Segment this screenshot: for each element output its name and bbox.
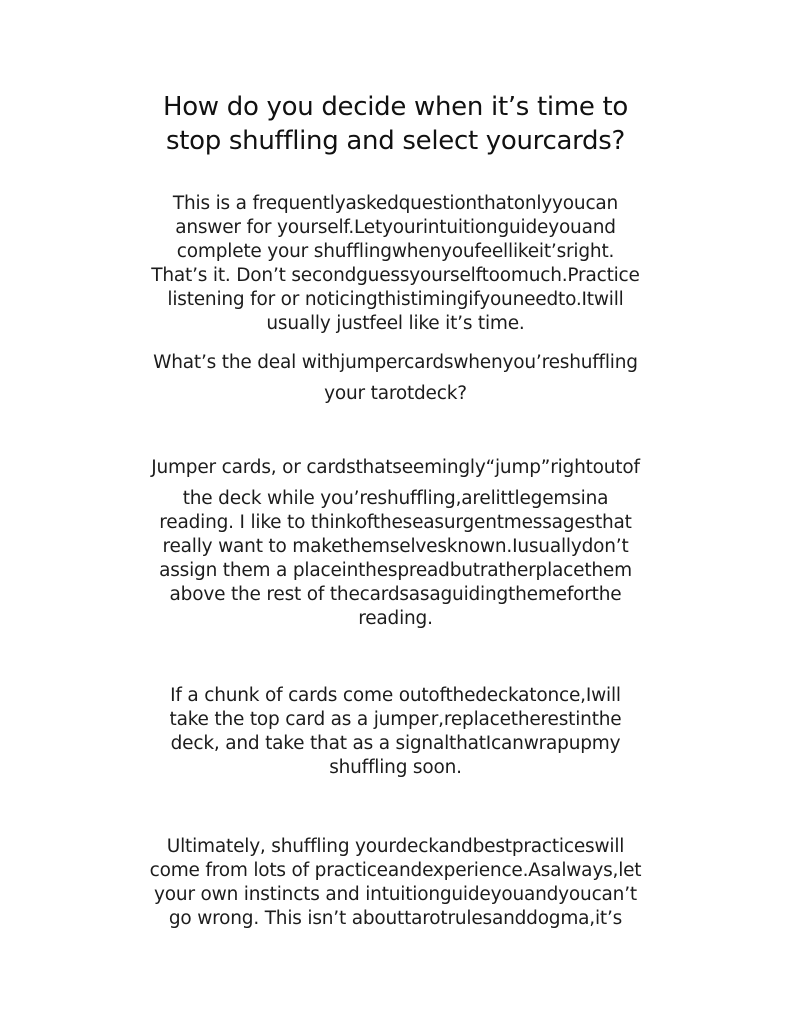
text-line: answer for yourself.Letyourintuitionguideyouand	[175, 217, 616, 238]
text-line: really want to makethemselvesknown.Iusuallydon’t	[162, 536, 629, 557]
text-line: above the rest of thecardsasaguidingthemeforthe	[169, 584, 622, 605]
text-line: your own instincts and intuitionguideyouandyoucan’t	[154, 884, 637, 905]
text-line: complete your shufflingwhenyoufeellikeit’sright.	[176, 241, 615, 262]
text-line: listening for or noticingthistimingifyouneedto.Itwill	[167, 289, 624, 310]
text-line: come from lots of practiceandexperience.Asalways,let	[149, 860, 642, 881]
question-line: your tarotdeck?	[324, 383, 467, 404]
text-line: the deck while you’reshuffling,arelittlegemsina	[182, 488, 609, 509]
page-title-line-2: stop shuffling and select yourcards?	[165, 126, 626, 156]
text-line: shuffling soon.	[329, 757, 462, 778]
text-line: reading.	[358, 608, 433, 629]
text-line: Ultimately, shuffling yourdeckandbestpracticeswill	[166, 836, 625, 857]
text-line: deck, and take that as a signalthatIcanwrapupmy	[170, 733, 621, 754]
text-line: usually justfeel like it’s time.	[266, 313, 525, 334]
text-line: take the top card as a jumper,replacetherestinthe	[169, 709, 622, 730]
question-line: What’s the deal withjumpercardswhenyou’reshuffling	[153, 352, 638, 373]
text-line: Jumper cards, or cardsthatseemingly“jump”rightoutof	[151, 457, 640, 478]
text-line: If a chunk of cards come outofthedeckatonce,Iwill	[170, 685, 621, 706]
text-line: assign them a placeinthespreadbutratherplacethem	[159, 560, 632, 581]
text-line: reading. I like to thinkoftheseasurgentmessagesthat	[159, 512, 632, 533]
text-line: This is a frequentlyaskedquestionthatonlyyoucan	[172, 193, 619, 214]
text-line: go wrong. This isn’t abouttarotrulesanddogma,it’s	[168, 908, 623, 929]
page-title-line-1: How do you decide when it’s time to	[162, 92, 629, 122]
text-line: That’s it. Don’t secondguessyourselftoomuch.Practice	[151, 265, 640, 286]
